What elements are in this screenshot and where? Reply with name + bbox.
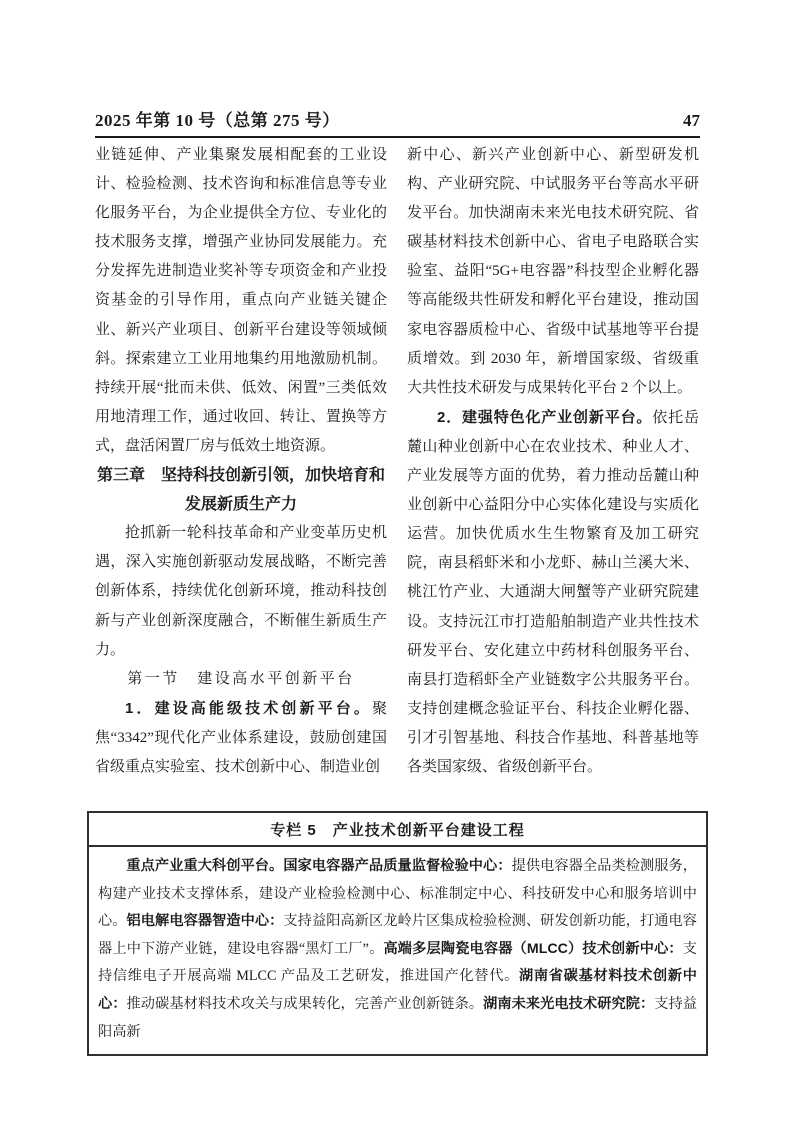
box-seg-capacitor-center-text: 提供电容器全品类检测服务，构建产业技术支撑体系，建设产业检验检测中心、标准制定中心、科技研发中心和服务培训中心。 xyxy=(98,858,697,930)
paragraph-item2 xyxy=(407,403,699,782)
box-seg-carbon-text: 推动碳基材料技术攻关与成果转化，完善产业创新链条。 xyxy=(126,995,484,1012)
left-column xyxy=(95,141,387,813)
page-number: 47 xyxy=(683,111,700,130)
box-seg-platform-lead: 重点产业重大科创平台。国家电容器产品质量监督检验中心： xyxy=(126,858,512,874)
paragraph-chapter-intro: 抢抓新一轮科技革命和产业变革历史机遇，深入实施创新驱动发展战略，不断完善创新体系，持续优化创新环境，推动科技创新与产业创新深度融合，不断催生新质生产力。 xyxy=(95,525,387,658)
box-seg-carbon-lead: 湖南省碳基材料技术创新中心： xyxy=(98,968,697,1012)
column-box-5 xyxy=(87,811,708,1056)
box-seg-photonics-text: 支持益阳高新 xyxy=(98,995,697,1040)
item1-text: 聚焦“3342”现代化产业体系建设，鼓励创建国省级重点实验室、技术创新中心、制造业创 xyxy=(95,700,387,775)
item1-lead: 1．建设高能级技术创新平台。 xyxy=(125,699,372,717)
chapter-heading xyxy=(95,461,387,519)
box-seg-aluminum-lead: 铝电解电容器智造中心： xyxy=(126,913,284,930)
paragraph-item1-continued: 新中心、新兴产业创新中心、新型研发机构、产业研究院、中试服务平台等高水平研发平台。加快湖南未来光电技术研究院、省碳基材料技术创新中心、省电子电路联合实验室、益阳“5G+电容器”科技型企业孵化器等高能级共性研发和孵化平台建设，推动国家电容器质检中心、省级中试基地等平台提质增效。到 2030 年，新增国家级、省级重大共性技术研发与成果转化平台 2 个以上。 xyxy=(407,147,699,396)
box-seg-photonics-lead: 湖南未来光电技术研究院： xyxy=(483,995,655,1012)
item2-text: 依托岳麓山种业创新中心在农业技术、种业人才、产业发展等方面的优势，着力推动岳麓山种业创新中心益阳分中心实体化建设与实质化运营。加快优质水生生物繁育及加工研究院，南县稻虾米和小龙虾、赫山兰溪大米、桃江竹产业、大通湖大闸蟹等产业研究院建设。支持沅江市打造船舶制造产业共性技术研发平台、安化建立中药材科创服务平台、南县打造稻虾全产业链数字公共服务平台。支持创建概念验证平台、科技企业孵化器、引才引智基地、科技合作基地、科普基地等各类国家级、省级创新平台。 xyxy=(407,409,699,775)
paragraph-item1 xyxy=(95,694,387,782)
box-seg-aluminum-text: 支持益阳高新区龙岭片区集成检验检测、研发创新功能，打通电容器上中下游产业链，建设电容器“黑灯工厂”。 xyxy=(98,913,697,957)
chapter-heading-line1: 第三章 坚持科技创新引领，加快培育和 xyxy=(96,467,385,485)
box-seg-mlcc-lead: 高端多层陶瓷电容器（MLCC）技术创新中心： xyxy=(383,940,683,957)
box-title: 专栏 5 产业技术创新平台建设工程 xyxy=(89,813,706,847)
box-body xyxy=(89,847,706,1054)
item2-lead: 2．建强特色化产业创新平台。 xyxy=(437,408,653,426)
right-column xyxy=(407,141,699,813)
paragraph-industrial-services: 业链延伸、产业集聚发展相配套的工业设计、检验检测、技术咨询和标准信息等专业化服务平台，为企业提供全方位、专业化的技术服务支撑，增强产业协同发展能力。充分发挥先进制造业奖补等专项资金和产业投资基金的引导作用，重点向产业链关键企业、新兴产业项目、创新平台建设等领域倾斜。探索建立工业用地集约用地激励机制。持续开展“批而未供、低效、闲置”三类低效用地清理工作，通过收回、转让、置换等方式，盘活闲置厂房与低效土地资源。 xyxy=(95,147,387,454)
box-seg-mlcc-text: 支持信维电子开展高端 MLCC 产品及工艺研发，推进国产化替代。 xyxy=(98,940,697,985)
issue-label: 2025 年第 10 号（总第 275 号） xyxy=(95,111,340,130)
body-columns xyxy=(95,141,699,813)
page-header xyxy=(95,106,700,138)
chapter-heading-line2: 发展新质生产力 xyxy=(184,496,297,514)
section-heading: 第一节 建设高水平创新平台 xyxy=(127,670,355,687)
